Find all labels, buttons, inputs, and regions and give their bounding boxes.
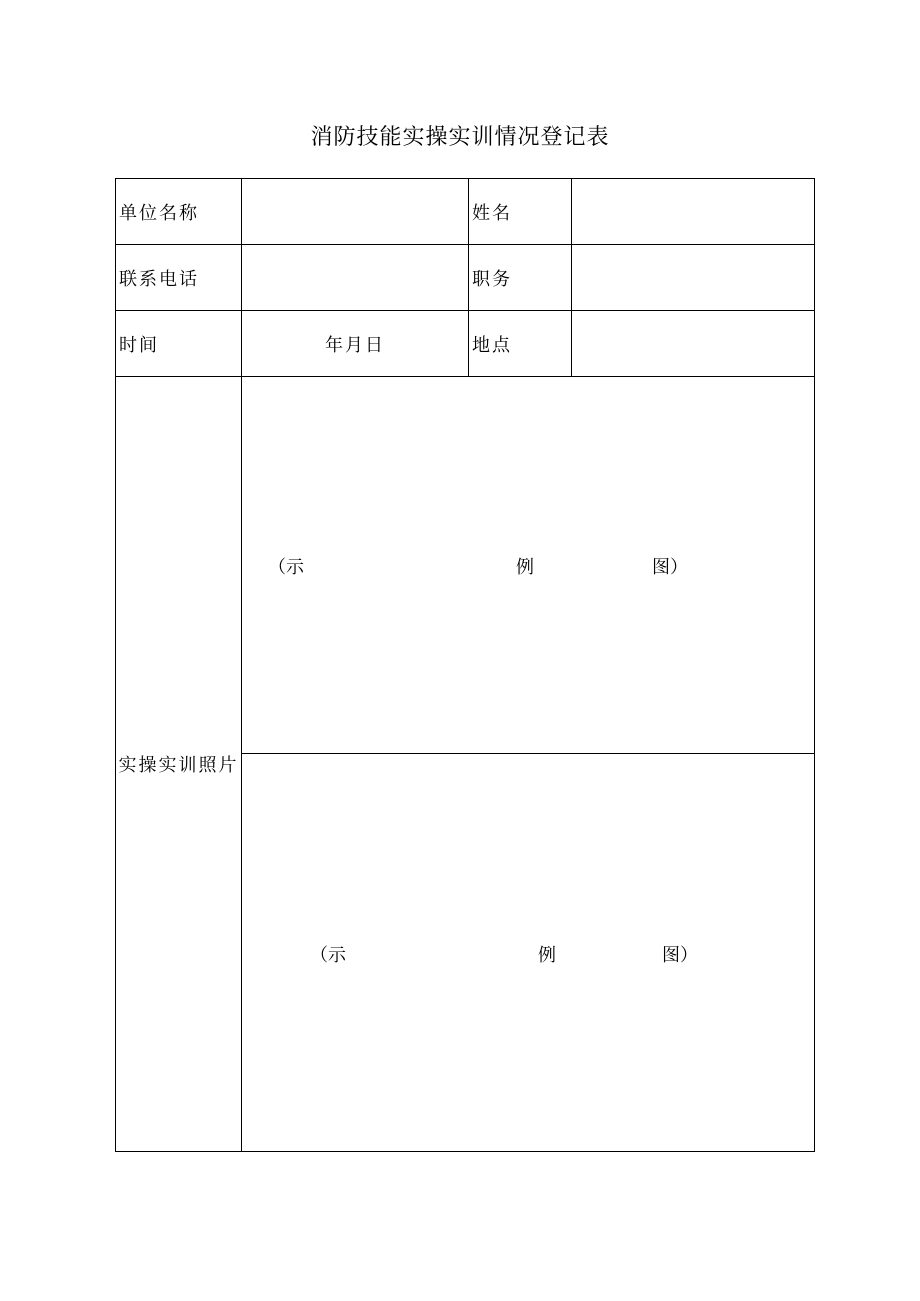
position-field[interactable]: [572, 245, 815, 311]
photo-label: 实操实训照片: [116, 377, 242, 1152]
photo-slot-1[interactable]: [242, 377, 815, 754]
row-phone: [116, 245, 815, 311]
location-field[interactable]: [572, 311, 815, 377]
location-label: 地点: [469, 311, 572, 377]
photo-1-caption-part-2: 例: [516, 557, 534, 578]
photo-2-caption-part-1: （示: [310, 945, 346, 966]
phone-label: 联系电话: [116, 245, 242, 311]
photo-1-caption-part-3: 图）: [652, 557, 688, 578]
row-photo-1: [116, 377, 815, 754]
unit-name-label: 单位名称: [116, 179, 242, 245]
photo-1-caption-part-1: （示: [268, 557, 304, 578]
registration-form-table: [115, 178, 815, 1152]
time-label: 时间: [116, 311, 242, 377]
row-unit-name: [116, 179, 815, 245]
photo-slot-2[interactable]: [242, 754, 815, 1152]
unit-name-field[interactable]: [242, 179, 469, 245]
photo-2-caption-part-3: 图）: [662, 945, 698, 966]
date-field[interactable]: 年月日: [242, 311, 469, 377]
name-label: 姓名: [469, 179, 572, 245]
form-title: 消防技能实操实训情况登记表: [310, 125, 610, 150]
photo-2-caption-part-2: 例: [538, 945, 556, 966]
phone-field[interactable]: [242, 245, 469, 311]
name-field[interactable]: [572, 179, 815, 245]
position-label: 职务: [469, 245, 572, 311]
row-time: [116, 311, 815, 377]
